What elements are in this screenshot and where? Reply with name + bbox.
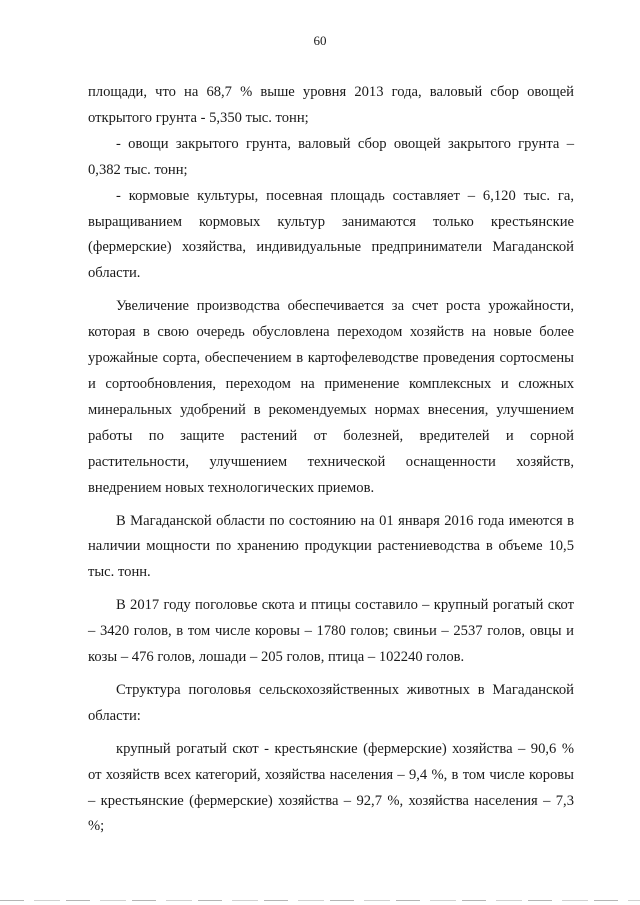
paragraph-vegetables-open-ground: площади, что на 68,7 % выше уровня 2013 года, валовый сбор овощей открытого грунта - 5,350 тыс. тонн; (88, 84, 574, 126)
paragraph-livestock-2017: В 2017 году поголовье скота и птицы составило – крупный рогатый скот – 3420 голов, в том числе коровы – 1780 голов; свиньи – 2537 голов, овцы и козы – 476 голов, лошади – 205 голов, птица – 102240 голов. (88, 597, 574, 666)
page-number: 60 (313, 33, 327, 48)
paragraph-storage-capacity: В Магаданской области по состоянию на 01 января 2016 года имеются в наличии мощности по хранению продукции растениеводства в объеме 10,5 тыс. тонн. (88, 512, 574, 581)
scan-edge-line (0, 900, 640, 901)
paragraph-cattle-structure: крупный рогатый скот - крестьянские (фермерские) хозяйства – 90,6 % от хозяйств всех категорий, хозяйства населения – 9,4 %, в том числе коровы – крестьянские (фермерские) хозяйства – 92,7 %, хозяйства населения – 7,3 %; (88, 740, 574, 835)
paragraph-production-growth: Увеличение производства обеспечивается за счет роста урожайности, которая в свою очередь обусловлена переходом хозяйств на новые более урожайные сорта, обеспечением в картофелеводстве проведения сортосмены и сортообновления, переходом на применение комплексных и сложных минеральных удобрений в рекомендуемых нормах внесения, улучшением работы по защите растений от болезней, вредителей и сорной растительности, улучшением технической оснащенности хозяйств, внедрением новых технологических приемов. (88, 298, 574, 496)
paragraph-livestock-structure: Структура поголовья сельскохозяйственных животных в Магаданской области: (88, 681, 574, 724)
body-text (88, 80, 574, 840)
paragraph-vegetables-closed-ground: - овощи закрытого грунта, валовый сбор овощей закрытого грунта – 0,382 тыс. тонн; (88, 135, 574, 178)
paragraph-forage-crops: - кормовые культуры, посевная площадь составляет – 6,120 тыс. га, выращиванием кормовых культур занимаются только крестьянские (фермерские) хозяйства, индивидуальные предприниматели Магаданской области. (88, 187, 574, 282)
